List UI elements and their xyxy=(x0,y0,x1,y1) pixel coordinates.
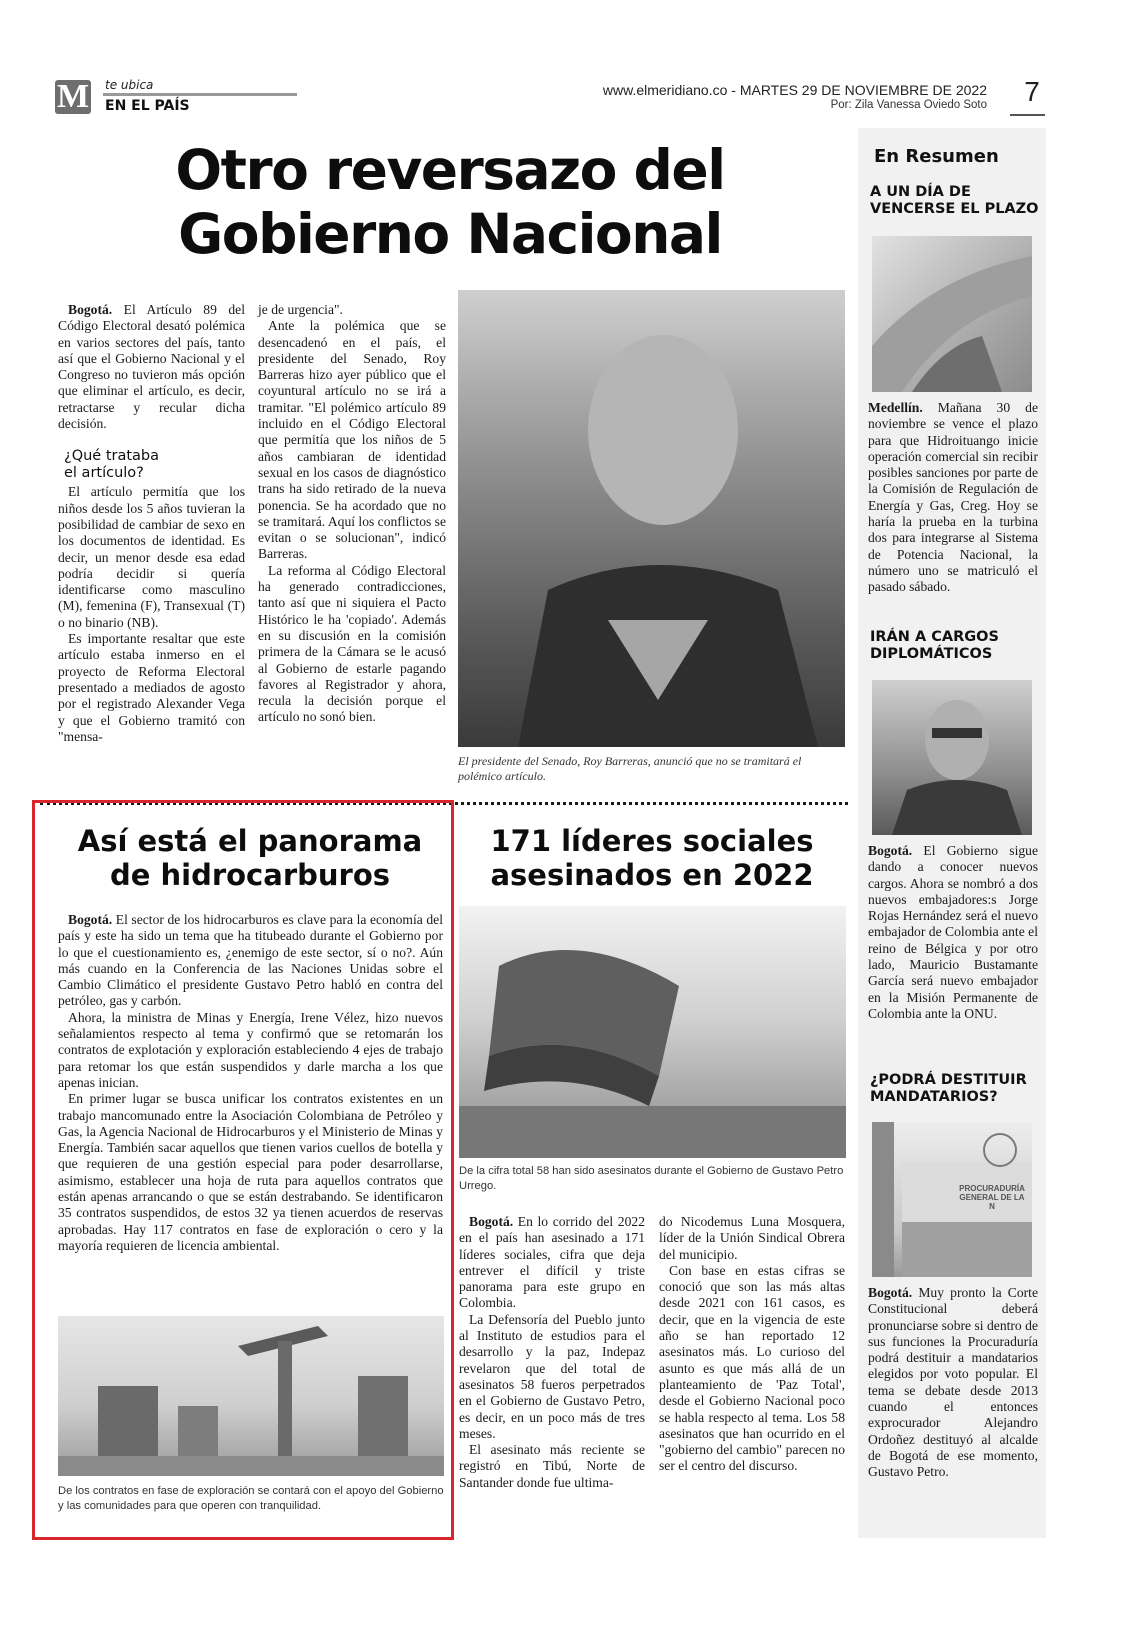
paragraph: Es importante resaltar que este artículo estaba inmerso en el proyecto de Reforma Electoral presentado a mediados de agosto por el registrado Alexander Vega y que el Gobierno tramitó con "mensa- xyxy=(58,631,245,744)
hydro-photo-caption: De los contratos en fase de exploración se contará con el apoyo del Gobierno y las comunidades para que operen con tranquilidad. xyxy=(58,1485,444,1512)
main-story-photo xyxy=(458,290,845,747)
sidebar-item1-heading: A UN DÍA DE VENCERSE EL PLAZO xyxy=(870,184,1039,217)
leaders-photo-caption: De la cifra total 58 han sido asesinatos durante el Gobierno de Gustavo Petro Urrego. xyxy=(459,1165,844,1192)
section-label: EN EL PAÍS xyxy=(105,98,190,114)
paragraph: Con base en estas cifras se conoció que son las más altas desde 2021 con 161 casos, es decir, que en la vigencia de este año se han reportado 12 asesinatos más. Lo curioso del asunto es que más allá de un planteamiento de 'Paz Total', desde el Gobierno Nacional poco se habla respecto al tema. Los 58 asesinatos que han ocurrido en el "gobierno del cambio" parecen no ser el centro del discurso. xyxy=(659,1262,845,1474)
leaders-story-col1 xyxy=(459,1214,645,1491)
hydro-headline-line1: Así está el panorama xyxy=(77,824,423,858)
leaders-headline xyxy=(462,824,842,892)
main-headline-line2: Gobierno Nacional xyxy=(178,202,722,266)
paragraph: En primer lugar se busca unificar los contratos existentes en un trabajo mancomunado entre la Asociación Colombiana de Petróleo y Gas, la Agencia Nacional de Hidrocarburos y el Ministerio de Minas y Energía. También sacar aquellos que tienen varios cuellos de botella y que requieren de una gestión especial para poder desarrollarse, asimismo, establecer una hoja de ruta para aquellos contratos que están apenas arrancando o que se están destrabando. Se identificaron 35 contratos suspendidos, de estos 32 ya tienen acuerdos de reservas aprobadas. Hay 117 contratos en fase de exploración o cero y la mayoría requieren de licencia ambiental. xyxy=(58,1091,443,1253)
paragraph: La Defensoría del Pueblo junto al Instituto de estudios para el desarrollo y la paz, Indepaz revelaron que del total de asesinatos 58 fueros perpetrados en el Gobierno de Gustavo Petro, es decir, en un poco más de tres meses. xyxy=(459,1311,645,1441)
leaders-photo xyxy=(459,906,846,1158)
main-story-col1 xyxy=(58,302,245,745)
procuraduria-sign: PROCURADURÍA GENERAL DE LA N xyxy=(959,1184,1025,1211)
page-number: 7 xyxy=(1024,76,1040,107)
paragraph: do Nicodemus Luna Mosquera, líder de la Unión Sindical Obrera del municipio. xyxy=(659,1214,845,1262)
sidebar-item3-text: Bogotá. Muy pronto la Corte Constitucional deberá pronunciarse sobre si dentro de sus funciones la Procuraduría podrá destituir a mandatarios elegidos por voto popular. El tema se debate desde 2013 cuando el entonces exprocurador Alejandro Ordoñez destituyó al alcalde de Bogotá de ese momento, Gustavo Petro. xyxy=(868,1285,1038,1480)
hydro-story-body xyxy=(58,912,443,1254)
hydro-headline-line2: de hidrocarburos xyxy=(109,858,391,892)
sidebar-item3-photo xyxy=(872,1122,1032,1277)
portrait-illustration xyxy=(458,290,845,747)
leaders-story-col2 xyxy=(659,1214,845,1475)
dam-illustration xyxy=(872,236,1032,392)
portrait-illustration xyxy=(872,680,1032,835)
oil-pumps-illustration xyxy=(58,1316,444,1476)
sidebar-item2-photo xyxy=(872,680,1032,835)
paragraph: El artículo permitía que los niños desde los 5 años tuvieran la posibilidad de cambiar de sexo en los documentos de identidad. Es decir, un menor desde esa edad podría decidir si quería identificarse como masculino (M), femenina (F), Transexual (T) o no binario (NB). xyxy=(58,484,245,630)
paragraph: Ante la polémica que se desencadenó en el país, el presidente del Senado, Roy Barreras hizo ayer público que el coyuntural artículo no se irá a tramitar. "El polémico artículo 89 incluido en el Código Electoral que permitía que los niños de 5 años cambiaran de identidad sexual en los casos de diagnóstico trans ha sido retirado de la nueva ponencia. Se ha acordado que no se tramitará. Aquí los conflictos se evitan o se solucionan", indicó Barreras. xyxy=(258,318,447,562)
paragraph: La reforma al Código Electoral ha generado contradicciones, tanto así que ni siquiera el Pacto Histórico le ha 'copiado'. Además en su discusión en la comisión primera de la Cámara se le acusó al Gobierno de estarle pagando favores al Registrador y ahora, recula la decisión porque el artículo no sonó bien. xyxy=(258,562,446,725)
dateline: www.elmeridiano.co - MARTES 29 DE NOVIEMBRE DE 2022 xyxy=(602,82,987,98)
main-photo-caption: El presidente del Senado, Roy Barreras, anunció que no se tramitará el polémico artículo. xyxy=(458,754,802,783)
paragraph: El asesinato más reciente se registró en Tibú, Norte de Santander donde fue ultima- xyxy=(459,1442,645,1490)
subheading: ¿Qué trataba el artículo? xyxy=(64,448,160,482)
sidebar-item1-text: Medellín. Mañana 30 de noviembre se vence el plazo para que Hidroituango inicie operación comercial sin recibir posibles sanciones por parte de la Comisión de Regulación de Energía y Gas, Creg. Hoy se haría la prueba en la turbina dos para integrarse al Sistema de Potencia Nacional, la número uno se matriculó el pasado sábado. xyxy=(868,400,1038,595)
hydro-headline xyxy=(50,824,450,892)
leaders-headline-line2: asesinados en 2022 xyxy=(490,858,814,892)
paragraph: Bogotá. El sector de los hidrocarburos es clave para la economía del país y este ha sido un tema que ha titubeado durante el Gobierno por lo que el cuestionamiento es, ¿enemigo de este sector, sí o no?. Aún más cuando en la Conferencia de las Naciones Unidas sobre el Cambio Climático el presidente Gustavo Petro habló en contra del petróleo, gas y carbón. xyxy=(58,912,443,1009)
paragraph: Bogotá. En lo corrido del 2022 en el país han asesinado a 171 líderes sociales, cifra que deja entrever el difícil y triste panorama para este grupo en Colombia. xyxy=(459,1214,645,1311)
main-headline-line1: Otro reversazo del xyxy=(175,138,725,202)
page-header xyxy=(55,78,1045,120)
paragraph: Ahora, la ministra de Minas y Energía, Irene Vélez, hizo nuevos señalamientos respecto al tema y confirmó que se retomarán los contratos de explotación y exploración estableciendo 4 ejes de trabajo para retomar los que están suspendidos y darle marcha a los que apenas inician. xyxy=(58,1009,443,1090)
header-tagline: te ubica xyxy=(105,78,154,92)
paragraph: je de urgencia". xyxy=(258,302,343,317)
main-headline xyxy=(100,138,800,266)
byline: Por: Zila Vanessa Oviedo Soto xyxy=(830,99,987,111)
sidebar-item2-text: Bogotá. El Gobierno sigue dando a conocer nuevos cargos. Ahora se nombró a dos nuevos embajadores:s Jorge Rojas Hernández será el nuevo embajador de Colombia ante el reino de Bélgica y por otro lado, Mauricio Bustamante García será nuevo embajador en la Misión Permanente de Colombia ante la ONU. xyxy=(868,843,1038,1021)
logo xyxy=(55,80,91,114)
leaders-headline-line1: 171 líderes sociales xyxy=(490,824,814,858)
sidebar-item3-heading: ¿PODRÁ DESTITUIR MANDATARIOS? xyxy=(870,1072,1027,1105)
sidebar-item2-heading: IRÁN A CARGOS DIPLOMÁTICOS xyxy=(870,629,999,662)
paragraph: Bogotá. El Artículo 89 del Código Electoral desató polémica en varios sectores del país, tanto así que el Gobierno Nacional y el Congreso no tuvieron más opción que eliminar el artículo, es decir, retractarse y recular dicha decisión. xyxy=(58,302,245,432)
hydro-photo xyxy=(58,1316,444,1476)
crowd-flag-illustration xyxy=(459,906,846,1158)
main-story-col2 xyxy=(258,302,446,726)
sidebar-title: En Resumen xyxy=(874,146,999,167)
sidebar-item1-photo xyxy=(872,236,1032,392)
page-number-rule xyxy=(1010,114,1045,116)
header-rule xyxy=(103,93,297,96)
logo-letter: M xyxy=(56,78,90,115)
